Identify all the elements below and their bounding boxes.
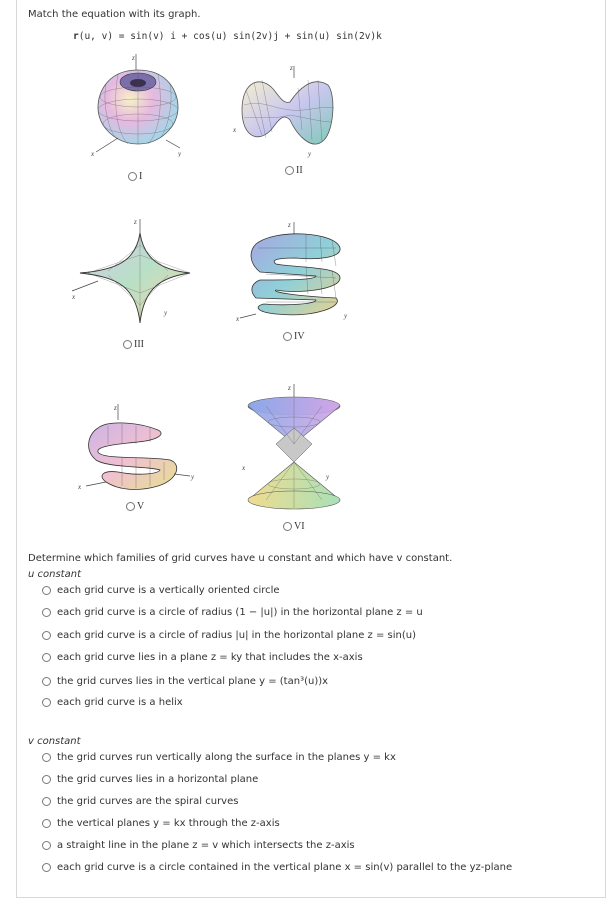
u-choice-3[interactable] [42,630,416,641]
graph-3-figure [68,215,198,330]
v-choice-4[interactable] [42,818,280,829]
u-choice-5[interactable] [42,676,328,687]
svg-text:x: x [72,293,76,301]
v-choice-5[interactable] [42,840,355,851]
graph-option-3[interactable] [123,339,144,350]
u-choice-5-radio[interactable] [42,677,51,686]
v-constant-label: v constant [28,736,81,747]
v-choice-1-label: the grid curves run vertically along the surface in the planes y = kx [57,752,396,763]
v-choice-2[interactable] [42,774,258,785]
u-choice-2[interactable] [42,607,423,618]
u-choice-1[interactable] [42,585,280,596]
u-choice-2-radio[interactable] [42,608,51,617]
graph-5-figure [78,400,203,500]
u-choice-6[interactable] [42,697,183,708]
svg-text:z: z [290,64,293,72]
graph-1-figure [88,52,188,157]
u-choice-6-label: each grid curve is a helix [57,697,183,708]
graph-6-figure [236,382,356,517]
u-choice-3-radio[interactable] [42,631,51,640]
graph-option-2-label: II [296,165,303,176]
graph-option-2[interactable] [285,165,303,176]
svg-text:z: z [288,384,291,392]
svg-text:y: y [308,150,312,158]
svg-text:z: z [114,404,117,412]
v-choice-4-label: the vertical planes y = kx through the z-axis [57,818,280,829]
svg-text:x: x [91,150,95,157]
v-choice-6-radio[interactable] [42,863,51,872]
svg-text:y: y [344,312,348,320]
v-choice-1-radio[interactable] [42,753,51,762]
svg-text:z: z [132,54,135,62]
radio-graph-5[interactable] [126,502,135,511]
u-choice-3-label: each grid curve is a circle of radius |u| in the horizontal plane z = sin(u) [57,630,416,641]
graph-option-5-label: V [137,501,145,512]
u-choice-1-label: each grid curve is a vertically oriented circle [57,585,280,596]
svg-text:z: z [288,221,291,229]
graph-option-1-label: I [139,171,143,182]
svg-text:y: y [178,150,182,157]
svg-text:x: x [242,464,246,472]
u-choice-4-label: each grid curve lies in a plane z = ky that includes the x-axis [57,652,363,663]
equation [73,31,382,42]
radio-graph-4[interactable] [283,332,292,341]
prompt-text: Match the equation with its graph. [28,9,201,20]
radio-graph-1[interactable] [128,172,137,181]
v-choice-5-radio[interactable] [42,841,51,850]
u-choice-6-radio[interactable] [42,698,51,707]
svg-text:z: z [134,218,137,226]
u-constant-label: u constant [28,569,81,580]
v-choice-3-label: the grid curves are the spiral curves [57,796,239,807]
radio-graph-2[interactable] [285,166,294,175]
svg-text:y: y [326,473,330,481]
v-choice-3-radio[interactable] [42,797,51,806]
v-choice-2-label: the grid curves lies in a horizontal plane [57,774,259,785]
u-choice-4-radio[interactable] [42,653,51,662]
v-choice-6-label: each grid curve is a circle contained in the vertical plane x = sin(v) parallel to the yz-plane [57,862,513,873]
graph-option-6-label: VI [294,521,305,532]
u-choice-1-radio[interactable] [42,586,51,595]
graph-4-figure [236,218,356,328]
v-choice-5-label: a straight line in the plane z = v which intersects the z-axis [57,840,355,851]
graph-2-figure [232,60,337,160]
graph-option-3-label: III [134,339,144,350]
graph-option-4[interactable] [283,331,305,342]
equation-body: (u, v) = sin(v) i + cos(u) sin(2v)j + sin(u) sin(2v)k [78,31,382,42]
v-choice-6[interactable] [42,862,512,873]
radio-graph-3[interactable] [123,340,132,349]
v-choice-4-radio[interactable] [42,819,51,828]
svg-text:x: x [233,126,237,134]
graph-option-1[interactable] [128,171,142,182]
svg-text:y: y [191,473,195,481]
graph-option-6[interactable] [283,521,305,532]
u-choice-5-label: the grid curves lies in the vertical plane y = (tan³(u))x [57,676,329,687]
equation-r: r [73,31,79,42]
u-choice-2-label: each grid curve is a circle of radius (1 − |u|) in the horizontal plane z = u [57,607,423,618]
svg-text:x: x [236,315,240,323]
graph-option-4-label: IV [294,331,305,342]
svg-text:x: x [78,483,82,491]
u-choice-4[interactable] [42,652,363,663]
v-choice-3[interactable] [42,796,238,807]
radio-graph-6[interactable] [283,522,292,531]
question-text: Determine which families of grid curves have u constant and which have v constant. [28,553,453,564]
svg-text:y: y [164,309,168,317]
v-choice-1[interactable] [42,752,396,763]
v-choice-2-radio[interactable] [42,775,51,784]
graph-option-5[interactable] [126,501,144,512]
